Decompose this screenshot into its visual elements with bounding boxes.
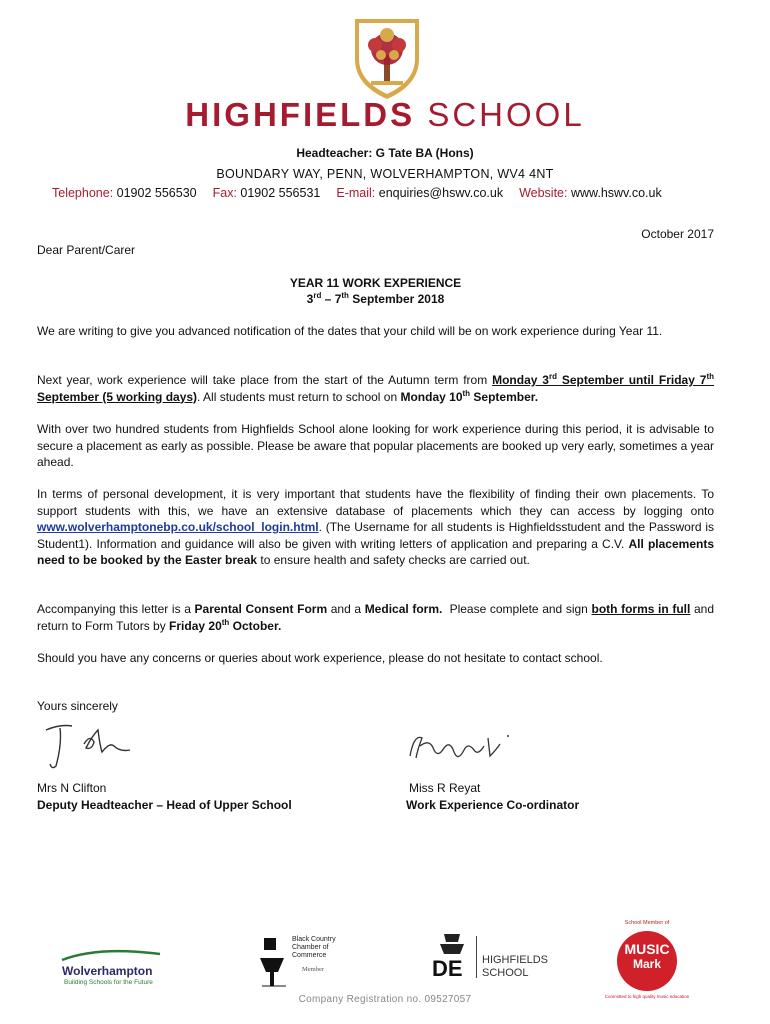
p5-deadline [169, 619, 281, 633]
heading-sup1: rd [313, 291, 322, 300]
heading-dash: – [321, 292, 335, 306]
p5-text-d: Please complete and sign [442, 602, 592, 616]
logo2-line2: Chamber of [292, 944, 329, 951]
placement-database-link[interactable]: www.wolverhamptonebp.co.uk/school_login.html [37, 520, 319, 534]
fax-label: Fax: [212, 186, 237, 200]
logo1-subtitle: Building Schools for the Future [64, 979, 153, 986]
logo1-title: Wolverhampton [62, 964, 153, 978]
p5-text-e: and return to Form Tutors by [37, 602, 714, 633]
heading-day1: 3 [306, 292, 314, 306]
black-country-chamber-logo [258, 934, 348, 992]
p4-text-a: In terms of personal development, it is very important that students have the flexibility of finding their own placements. To support students with this, we have an extensive database of placements which they can access by logging onto [37, 487, 714, 518]
signatory2-name: Miss R Reyat [409, 781, 481, 795]
address-line: BOUNDARY WAY, PENN, WOLVERHAMPTON, WV4 4NT [216, 167, 554, 181]
salutation: Dear Parent/Carer [37, 243, 136, 257]
signatory1-name: Mrs N Clifton [37, 781, 107, 795]
paragraph-5 [37, 601, 714, 634]
logo4-bottom-text: Committed to high quality music education [604, 994, 690, 999]
p2-u1-sup: rd [548, 372, 557, 381]
paragraph-2 [37, 372, 714, 405]
paragraph-3: With over two hundred students from Highfields School alone looking for work experience during this period, it is advisable to secure a placement as early as possible. Please be aware that popular placements are booked up very early, sometimes a year ahead. [37, 422, 714, 469]
music-mark-badge-logo [604, 918, 690, 1004]
signature-reyat [404, 728, 514, 764]
logo4-top-text: School Member of [624, 920, 670, 926]
wolverhampton-bsf-logo [58, 946, 164, 992]
heading-day2: 7 [334, 292, 342, 306]
email-value: enquiries@hswv.co.uk [378, 186, 504, 200]
p2-u3: September (5 working days) [37, 389, 198, 404]
p4-text-c: to ensure health and safety checks are carried out. [257, 553, 530, 567]
logo2-member: Member [302, 966, 325, 973]
telephone-value: 01902 556530 [116, 186, 197, 200]
contact-line [52, 186, 662, 200]
logo4-mark: Mark [632, 957, 661, 971]
letter-heading-line2 [37, 291, 714, 308]
p2-u2: September until Friday 7 [556, 373, 707, 387]
p5-b3: Friday 20 [169, 618, 222, 633]
p4-bold-deadline: All placements need to be booked by the Easter break [37, 536, 715, 567]
p5-text-c: and a [327, 602, 365, 616]
signatory1-role: Deputy Headteacher – Head of Upper School [37, 798, 292, 812]
p2-c-sup: th [462, 388, 471, 398]
headteacher-line: Headteacher: G Tate BA (Hons) [296, 146, 474, 160]
logo3-line2: SCHOOL [482, 967, 529, 979]
p2-u2-sup: th [706, 372, 714, 381]
p5-consent-form: Parental Consent Form [194, 602, 328, 616]
p2-u1: Monday 3 [492, 373, 549, 387]
heading-sup2: th [341, 291, 349, 300]
company-registration: Company Registration no. 09527057 [298, 994, 472, 1005]
p4-text-b: . (The Username for all students is Highfieldsstudent and the Password is Student1). Information and guidance will also be given with writing letters of application and preparing a C.V. [37, 520, 714, 551]
closing: Yours sincerely [37, 699, 118, 713]
school-name [0, 96, 770, 134]
logo2-line3: Commerce [292, 952, 327, 959]
website-label: Website: [519, 186, 568, 200]
telephone-label: Telephone: [52, 186, 114, 200]
school-name-bold: HIGHFIELDS [185, 96, 416, 133]
p5-text-a: Accompanying this letter is a [37, 602, 195, 616]
p2-d: September. [470, 389, 539, 404]
p5-b3-sup: th [221, 617, 230, 627]
svg-text:DE: DE [432, 956, 463, 981]
p2-c: Monday 10 [400, 389, 463, 404]
letter-heading-line1: YEAR 11 WORK EXPERIENCE [289, 276, 462, 290]
logo3-line1: HIGHFIELDS [482, 954, 549, 966]
p2-return-date [400, 390, 538, 404]
paragraph-6: Should you have any concerns or queries about work experience, please do not hesitate to contact school. [37, 651, 603, 665]
paragraph-4 [37, 486, 714, 569]
p5-medical-form: Medical form. [364, 602, 443, 616]
website-value: www.hswv.co.uk [570, 186, 662, 200]
fax-value: 01902 556531 [240, 186, 321, 200]
email-label: E-mail: [336, 186, 376, 200]
signature-clifton [40, 716, 136, 772]
heading-rest: September 2018 [348, 292, 445, 306]
p5-b4: October. [229, 618, 282, 633]
p2-text-b: . All students must return to school on [197, 389, 401, 404]
letter-date: October 2017 [641, 227, 714, 241]
p2-text-a: Next year, work experience will take place from the start of the Autumn term from [37, 373, 493, 387]
paragraph-1: We are writing to give you advanced notification of the dates that your child will be on work experience during Year 11. [37, 324, 663, 338]
logo2-line1: Black Country [292, 936, 336, 943]
school-name-light: SCHOOL [427, 96, 585, 133]
signatory2-role: Work Experience Co-ordinator [406, 798, 580, 812]
dofe-highfields-logo [430, 932, 556, 984]
school-crest-logo [351, 15, 423, 101]
p5-both-forms: both forms in full [591, 602, 691, 616]
logo4-music: MUSIC [624, 941, 670, 957]
